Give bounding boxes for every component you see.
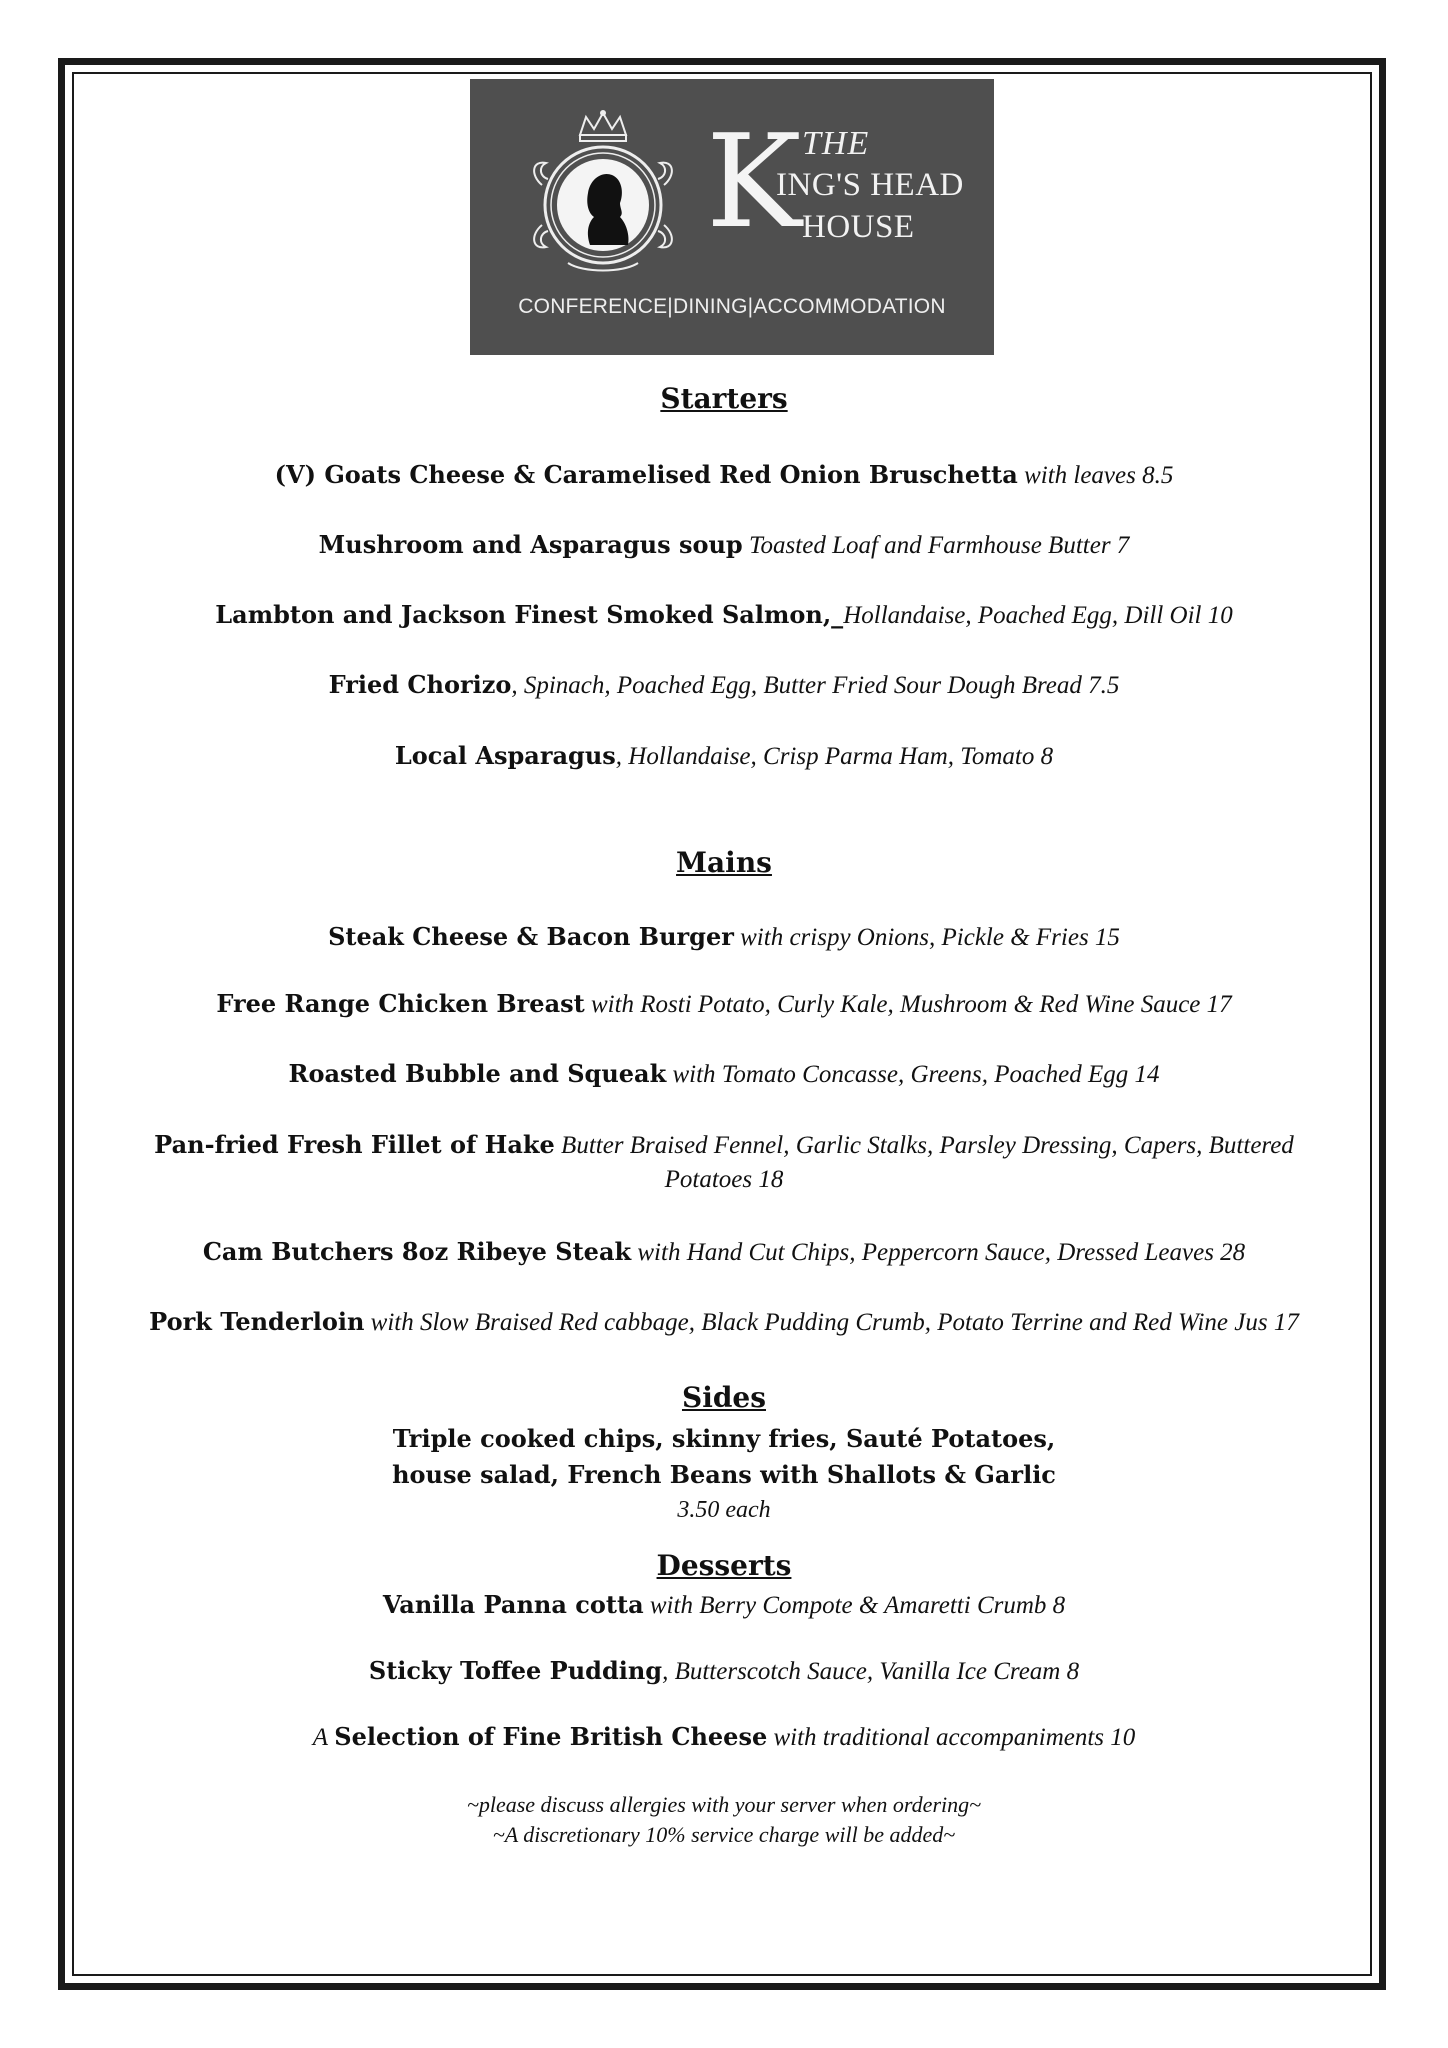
brand-tagline: CONFERENCE|DINING|ACCOMMODATION	[518, 295, 946, 318]
item-desc: Butter Braised Fennel, Garlic Stalks, Parsley Dressing, Capers, Buttered Potatoes 18	[561, 1132, 1294, 1193]
dessert-item	[120, 1720, 1328, 1755]
dessert-item	[120, 1588, 1328, 1623]
main-item	[120, 987, 1328, 1022]
allergy-note: ~please discuss allergies with your server when ordering~	[466, 1792, 982, 1817]
item-name: Pork Tenderloin	[149, 1307, 365, 1336]
item-desc: Hollandaise, Poached Egg, Dill Oil 10	[843, 602, 1233, 629]
main-item	[120, 1235, 1328, 1270]
item-name: (V) Goats Cheese & Caramelised Red Onion Bruschetta	[274, 460, 1018, 489]
brand-house: HOUSE	[802, 209, 915, 245]
restaurant-logo	[470, 79, 994, 355]
item-desc: , Butterscotch Sauce, Vanilla Ice Cream 8	[662, 1658, 1080, 1685]
starter-item	[120, 458, 1328, 493]
item-name: Sticky Toffee Pudding	[368, 1656, 663, 1685]
sides-heading: Sides	[681, 1381, 766, 1414]
item-desc: with Berry Compote & Amaretti Crumb 8	[649, 1592, 1066, 1619]
brand-kings-head: ING'S HEAD	[776, 167, 964, 203]
mains-heading: Mains	[676, 846, 772, 879]
page-border-inner	[72, 72, 1372, 1976]
item-name: Roasted Bubble and Squeak	[288, 1059, 667, 1088]
main-item	[80, 1305, 1368, 1340]
sides-line-2: house salad, French Beans with Shallots & Garlic	[392, 1460, 1056, 1489]
brand-initial: K	[706, 108, 802, 257]
item-name: Cam Butchers 8oz Ribeye Steak	[202, 1237, 632, 1266]
main-item	[120, 1128, 1328, 1197]
brand-the: THE	[802, 125, 870, 162]
item-name: Local Asparagus	[394, 741, 616, 770]
starter-item	[120, 528, 1328, 563]
main-item	[120, 1057, 1328, 1092]
crown-medallion-icon	[528, 105, 678, 275]
item-desc: with Tomato Concasse, Greens, Poached Egg 14	[672, 1061, 1160, 1088]
item-name: Steak Cheese & Bacon Burger	[328, 922, 734, 951]
service-charge-note: ~A discretionary 10% service charge will be added~	[492, 1822, 956, 1847]
starter-item	[120, 668, 1328, 703]
item-desc: , Spinach, Poached Egg, Butter Fried Sour Dough Bread 7.5	[511, 672, 1120, 699]
dessert-item	[120, 1654, 1328, 1689]
sides-price: 3.50 each	[677, 1497, 771, 1523]
item-name: Free Range Chicken Breast	[216, 989, 585, 1018]
item-desc: with leaves 8.5	[1024, 462, 1174, 489]
item-name: Lambton and Jackson Finest Smoked Salmon,_	[215, 600, 844, 629]
item-desc: with traditional accompaniments 10	[773, 1724, 1136, 1751]
main-item	[120, 920, 1328, 955]
item-desc: with Rosti Potato, Curly Kale, Mushroom & Red Wine Sauce 17	[590, 991, 1232, 1018]
item-desc: , Hollandaise, Crisp Parma Ham, Tomato 8	[615, 743, 1054, 770]
item-name: Fried Chorizo	[328, 670, 512, 699]
sides-line-1: Triple cooked chips, skinny fries, Sauté Potatoes,	[392, 1424, 1056, 1453]
item-desc: with crispy Onions, Pickle & Fries 15	[740, 924, 1120, 951]
item-name: Selection of Fine British Cheese	[334, 1722, 768, 1751]
item-prefix: A	[312, 1724, 328, 1751]
starter-item	[120, 598, 1328, 633]
item-desc: Toasted Loaf and Farmhouse Butter 7	[748, 532, 1130, 559]
brand-wordmark	[706, 108, 966, 279]
starter-item	[120, 739, 1328, 774]
item-name: Mushroom and Asparagus soup	[318, 530, 743, 559]
item-name: Vanilla Panna cotta	[382, 1590, 644, 1619]
item-desc: with Slow Braised Red cabbage, Black Pudding Crumb, Potato Terrine and Red Wine Jus 17	[370, 1309, 1299, 1336]
desserts-heading: Desserts	[656, 1549, 792, 1582]
item-name: Pan-fried Fresh Fillet of Hake	[154, 1130, 555, 1159]
item-desc: with Hand Cut Chips, Peppercorn Sauce, Dressed Leaves 28	[637, 1239, 1246, 1266]
starters-heading: Starters	[660, 382, 788, 415]
